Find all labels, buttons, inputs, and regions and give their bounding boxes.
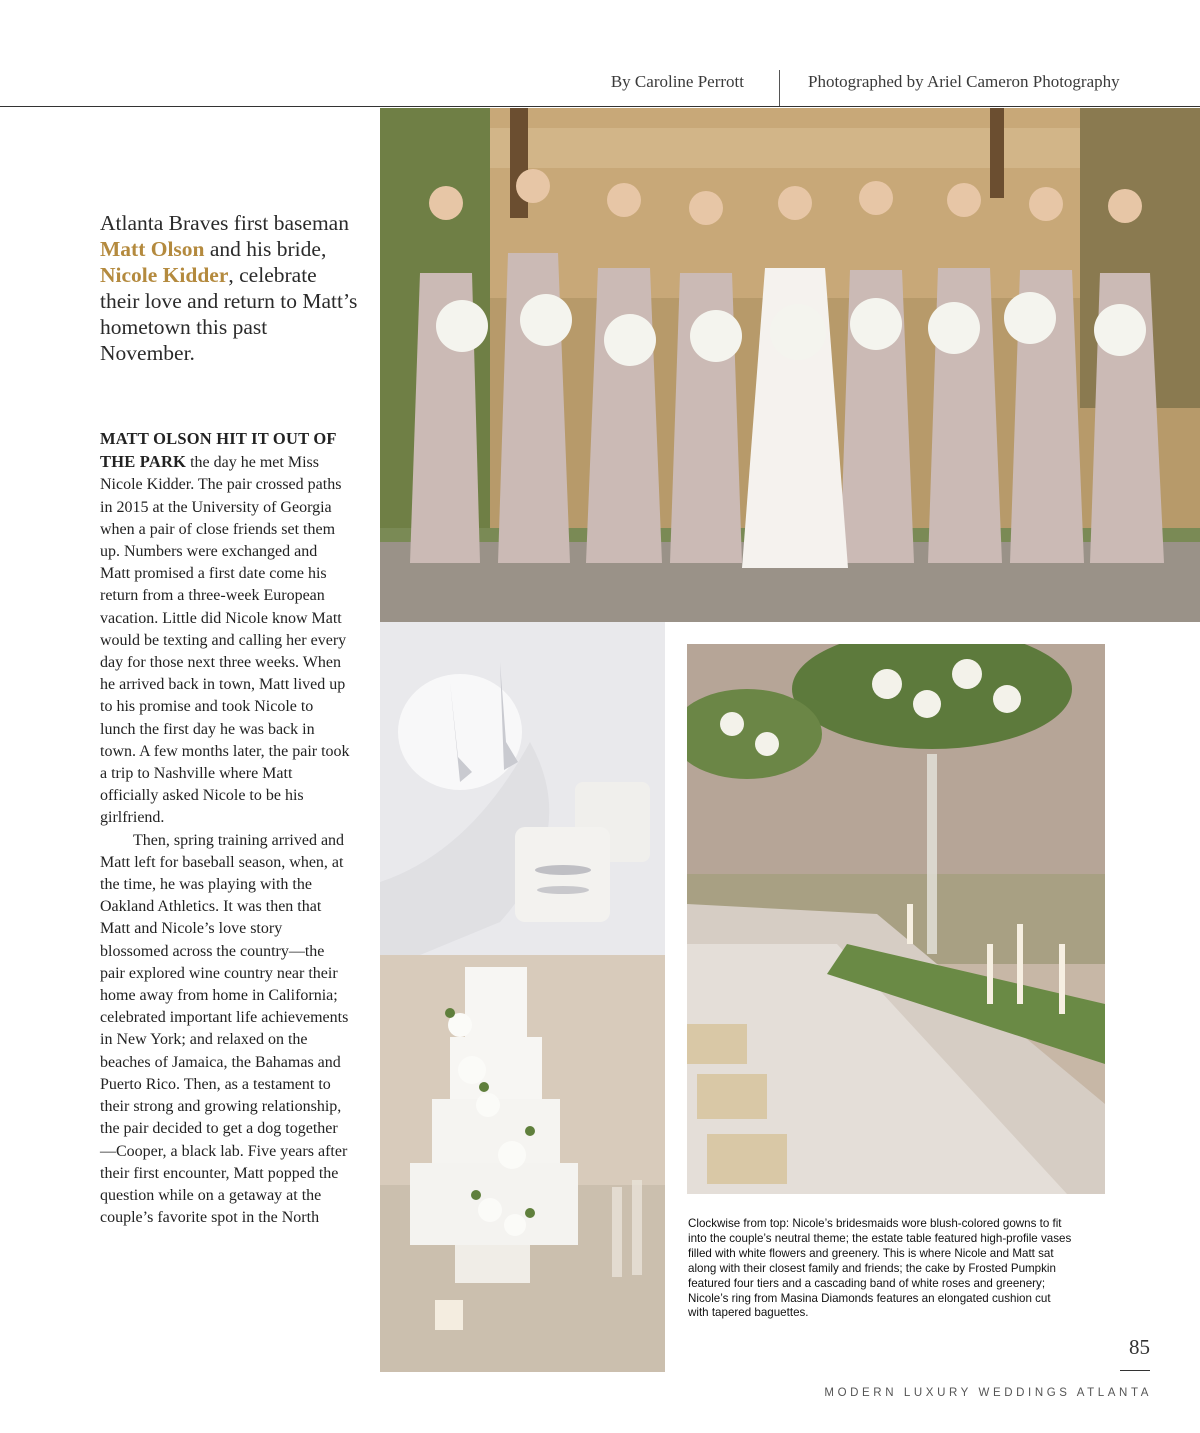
intro-text-1: Atlanta Braves first baseman [100,211,349,235]
intro-text-2: and his bride, [204,237,327,261]
byline-photographer: Photographed by Ariel Cameron Photography [808,72,1120,91]
photo-caption: Clockwise from top: Nicole’s bridesmaids wore blush-colored gowns to fit into the couple’s neutral theme; the estate table featured high-profile vases filled with white flowers and greenery. This is where Nicole and Matt sat along with their closest family and friends; the cake by Frosted Pumpkin featured four tiers and a cascading band of white roses and greenery; Nicole’s ring from Masina Diamonds features an elongated cushion cut with tapered baguettes. [688,1217,1072,1320]
article-body [100,428,350,1229]
page-number: 85 [1129,1335,1150,1359]
jewelry-photo [380,622,665,955]
byline-divider [779,70,780,107]
byline-author: By Caroline Perrott [610,72,744,91]
header-rule [0,106,1200,107]
page-number-rule [1120,1370,1150,1371]
article-paragraph-1-text: the day he met Miss Nicole Kidder. The pair crossed paths in 2015 at the University of Georgia when a pair of close friends set them up. Numbers were exchanged and Matt promised a first date come his return from a three-week European vacation. Little did Nicole know Matt would be texting and calling her every day for those next three weeks. When he arrived back in town, Matt lived up to his promise and took Nicole to lunch the first day he was back in town. A few months later, the pair took a trip to Nashville where Matt officially asked Nicole to be his girlfriend. [100,454,350,827]
wedding-cake-photo [380,955,665,1372]
bridal-party-photo [380,108,1200,622]
article-lede: MATT OLSON HIT IT OUT OF THE PARK [100,429,337,472]
reception-table-photo [687,644,1105,1194]
article-paragraph-2: Then, spring training arrived and Matt left for baseball season, when, at the time, he was playing with the Oakland Athletics. It was then that Matt and Nicole’s love story blossomed across the country—the pair explored wine country near their home away from home in California; celebrated important life achievements in New York; and relaxed on the beaches of Jamaica, the Bahamas and Puerto Rico. Then, as a testament to their strong and growing relationship, the pair decided to get a dog together—Cooper, a black lab. Five years after their first encounter, Matt popped the question while on a getaway at the couple’s favorite spot in the North [100,831,349,1227]
intro-deck [100,210,360,366]
groom-name: Matt Olson [100,237,205,261]
publication-footer: MODERN LUXURY WEDDINGS ATLANTA [824,1387,1152,1399]
bride-name: Nicole Kidder [100,263,229,287]
intro-text-3: , celebrate their love and return to Matt’s hometown this past November. [100,263,358,365]
article-paragraph-1 [100,428,350,830]
